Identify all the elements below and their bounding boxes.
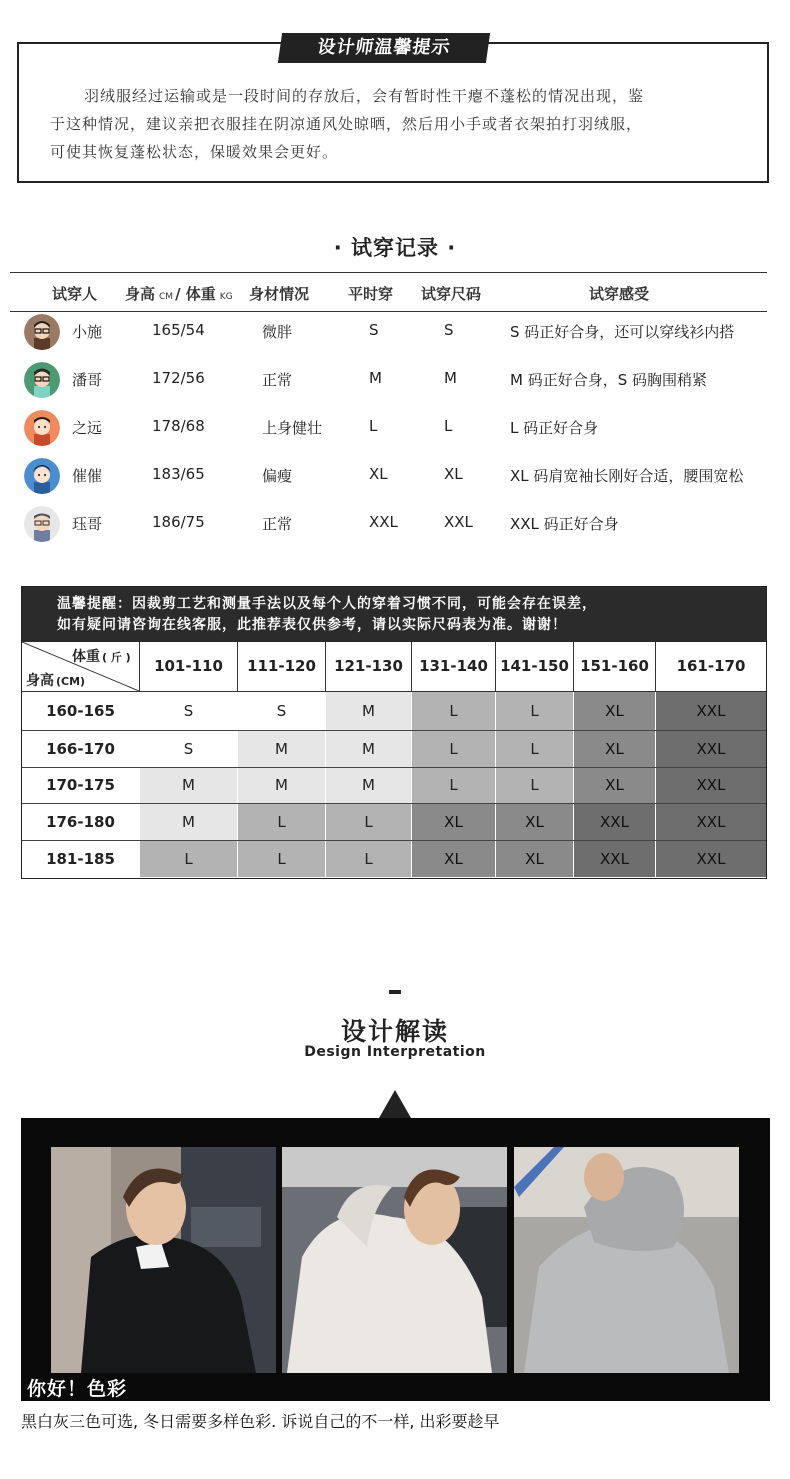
- record-row: [0, 501, 790, 549]
- size-cell: XXL: [573, 841, 655, 877]
- size-cell: L: [237, 804, 325, 840]
- tips-line: 羽绒服经过运输或是一段时间的存放后，会有暂时性干瘪不蓬松的情况出现，鉴: [84, 87, 645, 105]
- header-build: 身材情况: [249, 285, 310, 303]
- tips-line: 可使其恢复蓬松状态，保暖效果会更好。: [50, 143, 339, 161]
- photo-grey-jacket: [514, 1147, 739, 1373]
- color-label: 你好！色彩: [27, 1378, 128, 1400]
- size-cell: L: [495, 768, 573, 803]
- weight-header: 101-110: [139, 642, 237, 691]
- size-cell: XL: [573, 731, 655, 767]
- weight-header: 121-130: [325, 642, 411, 691]
- header-person: 试穿人: [52, 285, 98, 303]
- header-usual: 平时穿: [348, 285, 394, 303]
- height-label: 身高: [26, 673, 54, 689]
- record-feeling: S 码正好合身，还可以穿线衫内搭: [510, 323, 735, 341]
- size-cell: XXL: [655, 692, 766, 730]
- height-header: 181-185: [22, 841, 139, 877]
- weight-unit: ( 斤 ): [102, 651, 131, 664]
- tips-line: 于这种情况，建议亲把衣服挂在阴凉通风处晾晒，然后用小手或者衣架拍打羽绒服，: [50, 115, 643, 133]
- size-cell: XXL: [655, 731, 766, 767]
- record-usual: XL: [369, 465, 388, 483]
- record-feeling: XXL 码正好合身: [510, 515, 619, 533]
- weight-header: 141-150: [495, 642, 573, 691]
- height-unit: (CM): [56, 675, 86, 688]
- weight-header: 111-120: [237, 642, 325, 691]
- record-row: [0, 357, 790, 405]
- record-name: 潘哥: [72, 371, 103, 389]
- size-cell: XXL: [655, 841, 766, 877]
- size-cell: XL: [573, 768, 655, 803]
- header-tried: 试穿尺码: [421, 285, 482, 303]
- record-height-weight: 186/75: [152, 513, 205, 531]
- record-feeling: XL 码肩宽袖长刚好合适，腰围宽松: [510, 467, 744, 485]
- record-build: 微胖: [262, 323, 293, 341]
- height-header: 170-175: [22, 768, 139, 803]
- size-cell: XL: [411, 804, 495, 840]
- height-header: 166-170: [22, 731, 139, 767]
- header-feeling: 试穿感受: [589, 285, 650, 303]
- record-height-weight: 183/65: [152, 465, 205, 483]
- size-cell: L: [139, 841, 237, 877]
- record-name: 催催: [72, 467, 103, 485]
- size-cell: L: [495, 692, 573, 730]
- record-build: 偏瘦: [262, 467, 293, 485]
- weight-header: 131-140: [411, 642, 495, 691]
- size-corner: [22, 642, 139, 691]
- size-cell: XL: [495, 804, 573, 840]
- size-cell: M: [139, 768, 237, 803]
- record-row: [0, 309, 790, 357]
- record-usual: S: [369, 321, 379, 339]
- size-cell: M: [237, 731, 325, 767]
- header-height-unit: CM: [159, 292, 174, 302]
- size-cell: XL: [495, 841, 573, 877]
- header-weight-unit: KG: [219, 292, 233, 302]
- header-weight: / 体重: [175, 285, 216, 303]
- header-height-weight: [125, 283, 233, 304]
- height-header: 176-180: [22, 804, 139, 840]
- size-cell: M: [325, 692, 411, 730]
- weight-header: 151-160: [573, 642, 655, 691]
- record-usual: L: [369, 417, 378, 435]
- record-height-weight: 172/56: [152, 369, 205, 387]
- record-name: 小施: [72, 323, 103, 341]
- size-cell: L: [495, 731, 573, 767]
- tips-text: [50, 82, 750, 166]
- size-cell: L: [325, 804, 411, 840]
- avatar: [24, 314, 60, 350]
- record-tried: XL: [444, 465, 463, 483]
- weight-axis-label: [72, 646, 131, 666]
- record-feeling: L 码正好合身: [510, 419, 599, 437]
- record-tried: XXL: [444, 513, 473, 531]
- record-usual: XXL: [369, 513, 398, 531]
- size-cell: XL: [411, 841, 495, 877]
- size-cell: XXL: [655, 768, 766, 803]
- weight-header: 161-170: [655, 642, 766, 691]
- size-cell: M: [139, 804, 237, 840]
- size-cell: L: [411, 731, 495, 767]
- avatar: [24, 410, 60, 446]
- record-feeling: M 码正好合身，S 码胸围稍紧: [510, 371, 708, 389]
- avatar: [24, 458, 60, 494]
- header-height: 身高: [125, 285, 156, 303]
- size-cell: L: [237, 841, 325, 877]
- design-caption: 黑白灰三色可选, 冬日需要多样色彩. 诉说自己的不一样, 出彩要趁早: [21, 1412, 500, 1431]
- triangle-pointer: [379, 1090, 411, 1118]
- height-axis-label: [26, 670, 85, 690]
- photo-white-jacket: [282, 1147, 507, 1373]
- record-tried: M: [444, 369, 457, 387]
- record-build: 正常: [262, 515, 293, 533]
- record-build: 上身健壮: [262, 419, 323, 437]
- height-header: 160-165: [22, 692, 139, 730]
- record-tried: S: [444, 321, 454, 339]
- record-height-weight: 178/68: [152, 417, 205, 435]
- record-usual: M: [369, 369, 382, 387]
- record-top-rule: [10, 272, 767, 273]
- record-build: 正常: [262, 371, 293, 389]
- record-name: 之远: [72, 419, 103, 437]
- record-name: 珏哥: [72, 515, 103, 533]
- size-notice: [22, 587, 766, 642]
- size-notice-line: 如有疑问请咨询在线客服，此推荐表仅供参考，请以实际尺码表为准。谢谢！: [57, 617, 567, 633]
- size-cell: L: [325, 841, 411, 877]
- record-row: [0, 405, 790, 453]
- record-title: · 试穿记录 ·: [333, 236, 457, 260]
- design-title: 设计解读: [340, 1017, 449, 1046]
- size-cell: S: [237, 692, 325, 730]
- size-cell: XL: [573, 692, 655, 730]
- size-notice-line: 温馨提醒：因裁剪工艺和测量手法以及每个人的穿着习惯不同，可能会存在误差，: [57, 596, 597, 612]
- record-row: [0, 453, 790, 501]
- size-cell: M: [237, 768, 325, 803]
- avatar: [24, 362, 60, 398]
- size-cell: L: [411, 768, 495, 803]
- tips-title: 设计师温馨提示: [278, 33, 490, 63]
- photo-black-jacket: [51, 1147, 276, 1373]
- size-cell: XXL: [573, 804, 655, 840]
- size-cell: S: [139, 692, 237, 730]
- record-tried: L: [444, 417, 453, 435]
- record-height-weight: 165/54: [152, 321, 205, 339]
- size-cell: M: [325, 768, 411, 803]
- size-cell: M: [325, 731, 411, 767]
- avatar: [24, 506, 60, 542]
- size-cell: S: [139, 731, 237, 767]
- section-dash: [389, 990, 401, 994]
- weight-label: 体重: [72, 649, 100, 665]
- size-cell: L: [411, 692, 495, 730]
- design-subtitle: Design Interpretation: [304, 1044, 486, 1060]
- size-cell: XXL: [655, 804, 766, 840]
